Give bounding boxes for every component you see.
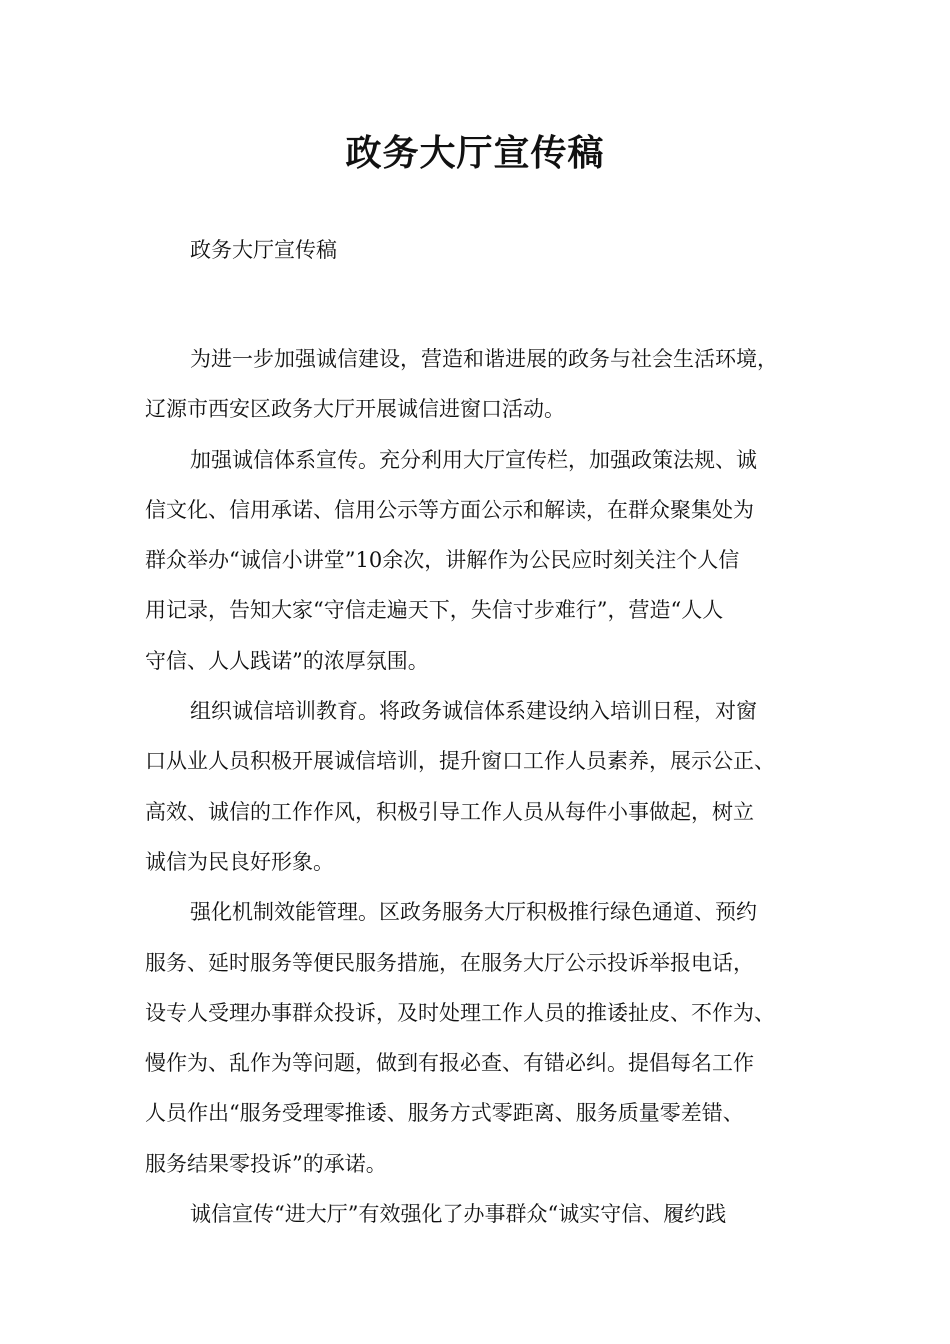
paragraph-line: 服务、延时服务等便民服务措施，在服务大厅公示投诉举报电话，: [145, 950, 754, 975]
paragraph-line: 口从业人员积极开展诚信培训，提升窗口工作人员素养，展示公正、: [145, 749, 775, 774]
paragraph-line: 辽源市西安区政务大厅开展诚信进窗口活动。: [145, 397, 565, 422]
paragraph-line: 强化机制效能管理。区政务服务大厅积极推行绿色通道、预约: [190, 900, 757, 925]
paragraph-line: 服务结果零投诉”的承诺。: [145, 1151, 387, 1176]
paragraph-publicity: [145, 435, 835, 686]
paragraph-line: 加强诚信体系宣传。充分利用大厅宣传栏，加强政策法规、诚: [190, 447, 757, 472]
paragraph-line: 诚信为民良好形象。: [145, 849, 334, 874]
paragraph-training: [145, 686, 835, 887]
paragraph-line: 用记录，告知大家“守信走遍天下，失信寸步难行”，营造“人人: [145, 598, 724, 623]
paragraph-line: 群众举办“诚信小讲堂”10余次，讲解作为公民应时刻关注个人信: [145, 548, 740, 573]
paragraph-line: 组织诚信培训教育。将政务诚信体系建设纳入培训日程，对窗: [190, 699, 757, 724]
paragraph-intro: [145, 334, 835, 435]
paragraph-line: 设专人受理办事群众投诉，及时处理工作人员的推诿扯皮、不作为、: [145, 1000, 775, 1025]
document-body: [145, 334, 835, 1239]
document-subtitle: 政务大厅宣传稿: [190, 238, 337, 262]
paragraph-line: 守信、人人践诺”的浓厚氛围。: [145, 648, 429, 673]
paragraph-line: 人员作出“服务受理零推诿、服务方式零距离、服务质量零差错、: [145, 1101, 744, 1126]
paragraph-mechanism: [145, 887, 835, 1189]
paragraph-conclusion: [145, 1189, 835, 1239]
paragraph-line: 为进一步加强诚信建设，营造和谐进展的政务与社会生活环境，: [190, 347, 778, 371]
document-title: 政务大厅宣传稿: [345, 132, 605, 174]
paragraph-line: 高效、诚信的工作作风，积极引导工作人员从每件小事做起，树立: [145, 799, 754, 824]
paragraph-line: 信文化、信用承诺、信用公示等方面公示和解读，在群众聚集处为: [145, 497, 754, 522]
paragraph-line: 诚信宣传“进大厅”有效强化了办事群众“诚实守信、履约践: [190, 1202, 727, 1227]
paragraph-line: 慢作为、乱作为等问题，做到有报必查、有错必纠。提倡每名工作: [145, 1051, 754, 1076]
